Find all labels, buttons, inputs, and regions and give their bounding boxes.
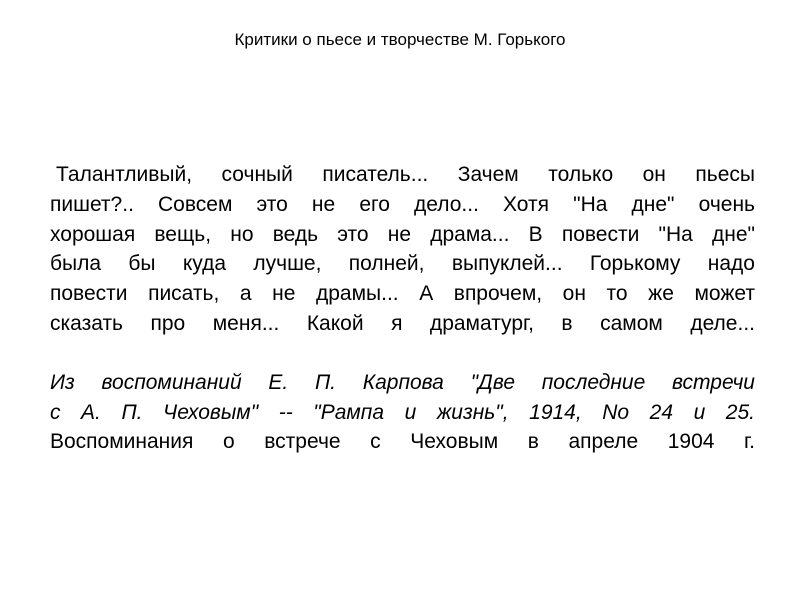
quote-line: пишет?.. Совсем это не его дело... Хотя "На дне" очень bbox=[50, 192, 755, 216]
text-block bbox=[50, 160, 755, 457]
source-note: Воспоминания о встрече с Чеховым в апреле 1904 г. bbox=[50, 430, 755, 454]
chekhov-quote bbox=[50, 160, 755, 339]
quote-line: хорошая вещь, но ведь это не драма... В повести "На дне" bbox=[50, 222, 755, 246]
source-citation bbox=[50, 368, 755, 457]
quote-line: была бы куда лучше, полней, выпуклей... Горькому надо bbox=[50, 252, 755, 276]
quote-line: Талантливый, сочный писатель... Зачем только он пьесы bbox=[56, 163, 755, 186]
citation-line: с А. П. Чеховым" -- "Рампа и жизнь", 1914, No 24 и 25. bbox=[50, 400, 755, 424]
quote-line: сказать про меня... Какой я драматург, в самом деле... bbox=[50, 311, 755, 335]
citation-line: Из воспоминаний Е. П. Карпова "Две последние встречи bbox=[50, 370, 755, 394]
quote-line: повести писать, а не драмы... А впрочем, он то же может bbox=[50, 282, 755, 306]
slide-title: Критики о пьесе и творчестве М. Горького bbox=[234, 30, 566, 49]
